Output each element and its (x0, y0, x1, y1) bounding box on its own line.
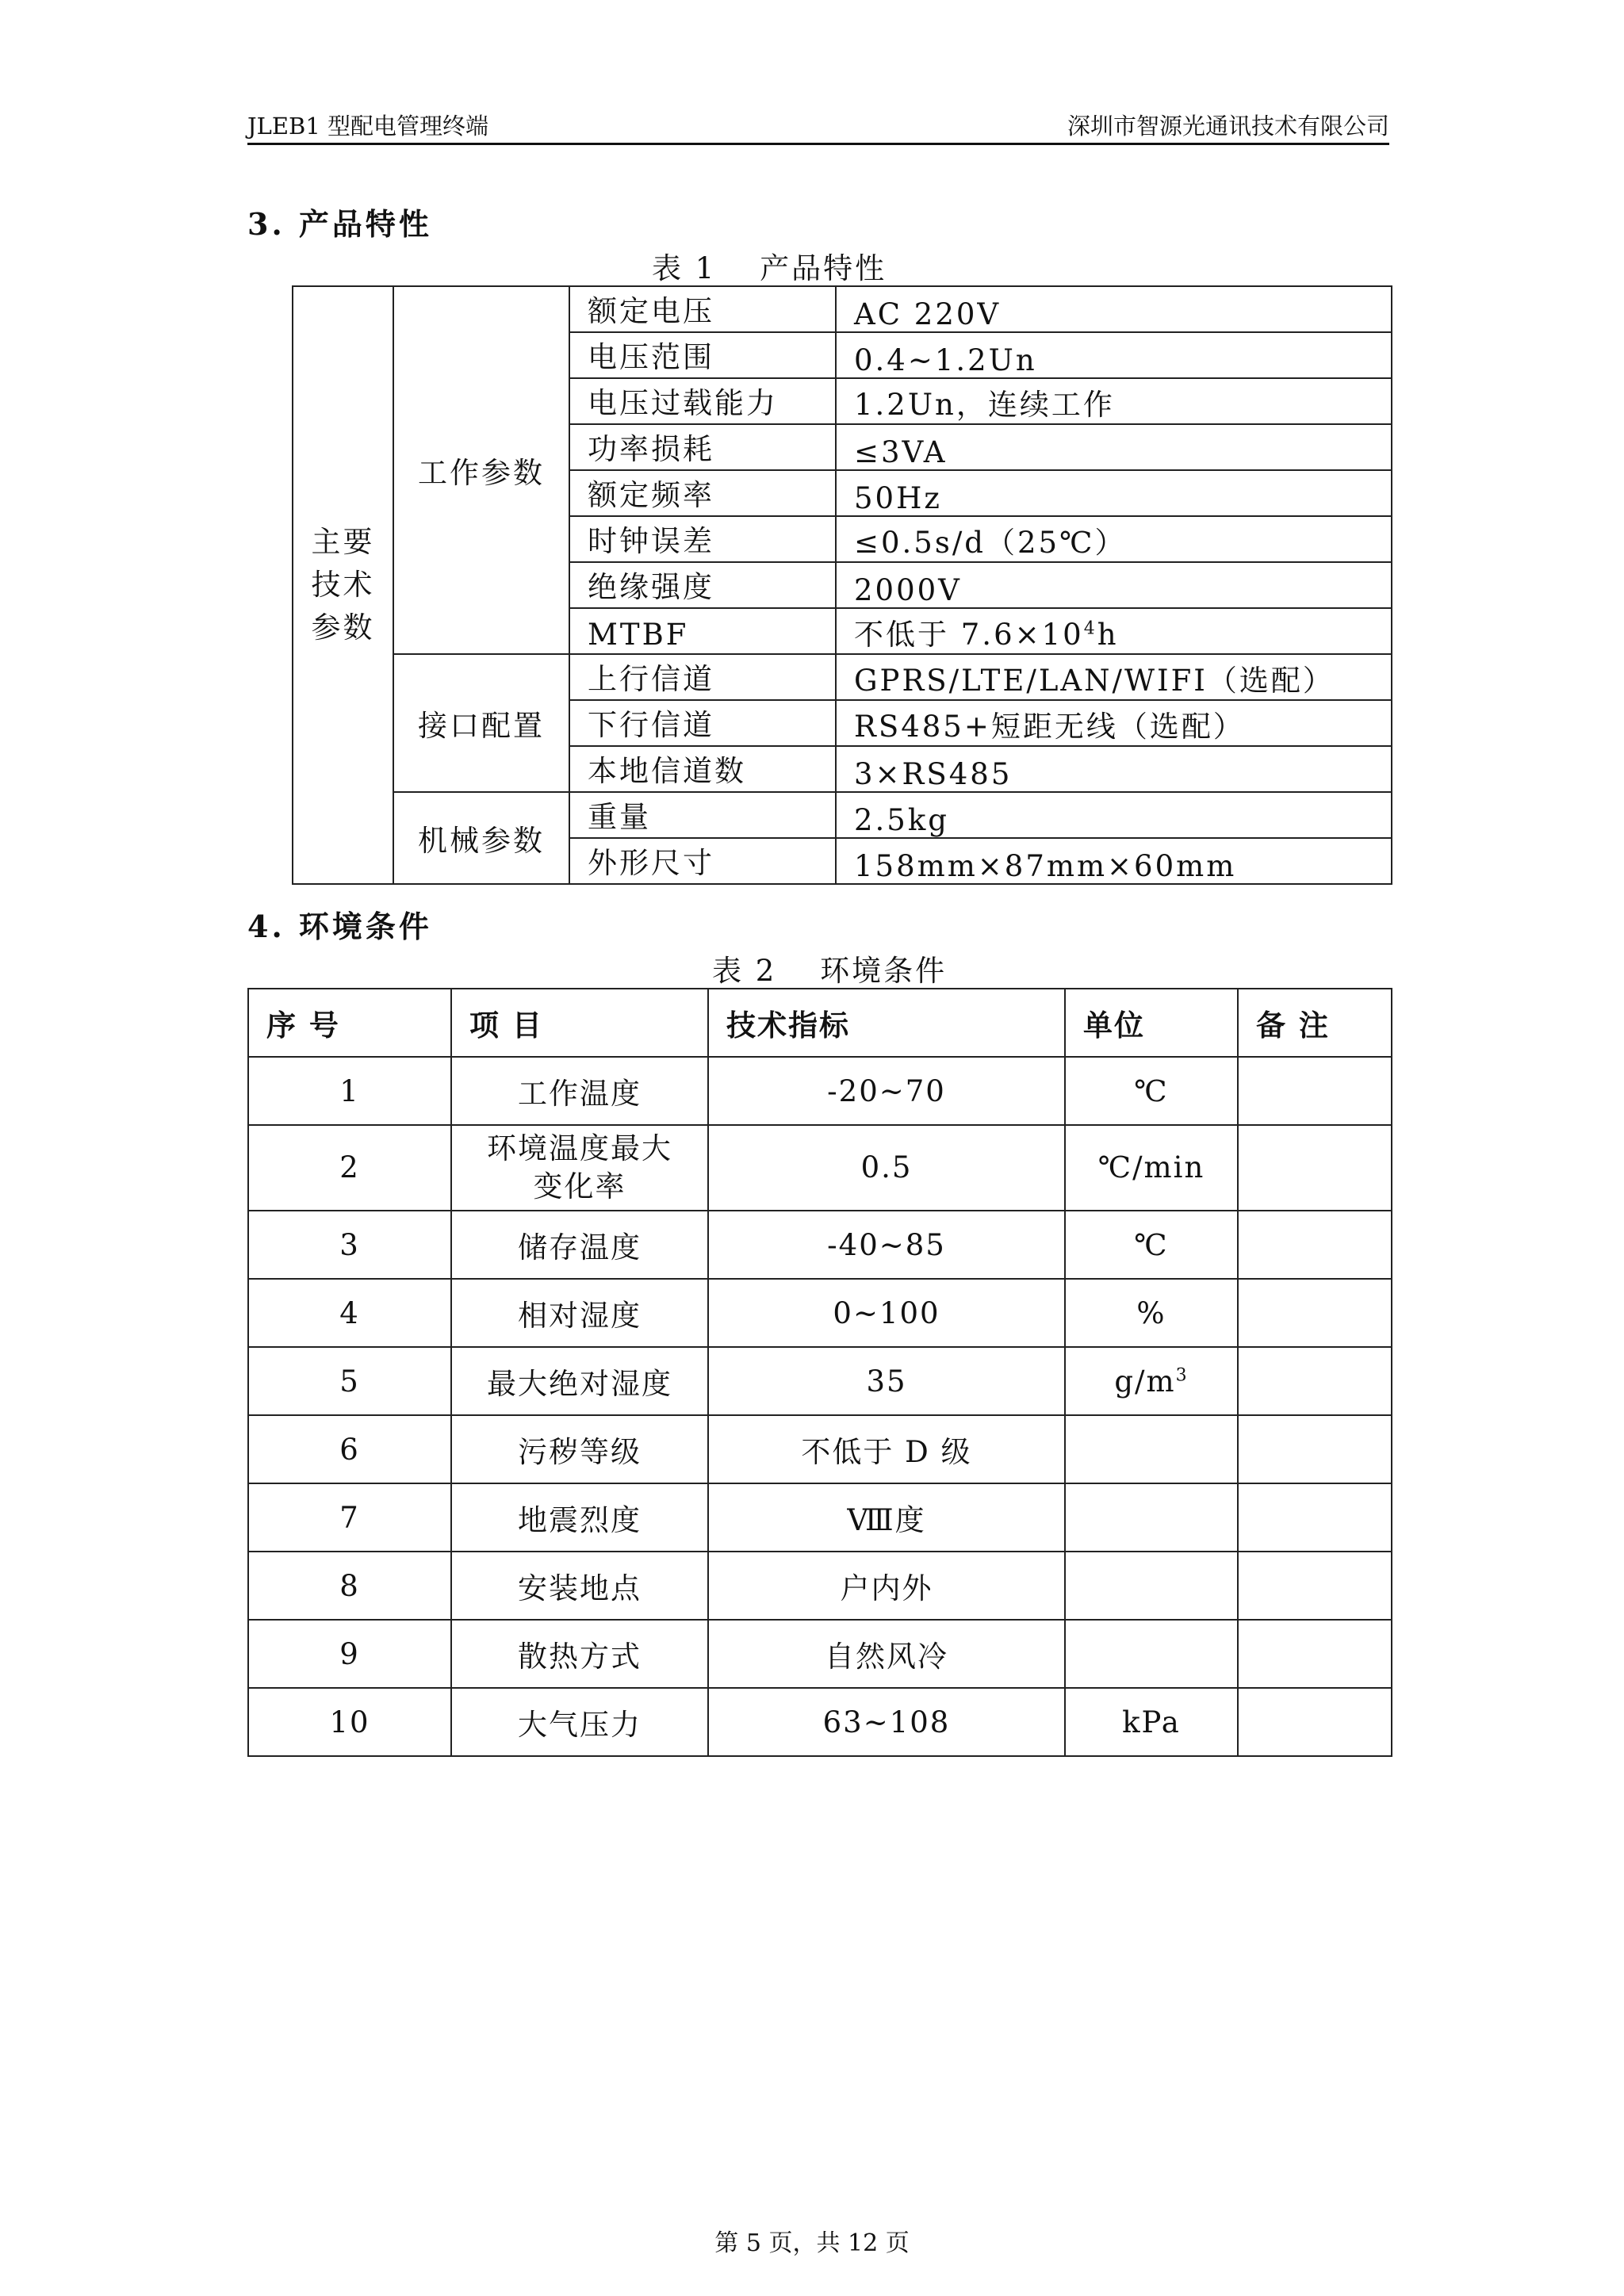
cell-spec: 0~100 (708, 1279, 1065, 1347)
mtbf-value-exponent: 4 (1083, 618, 1097, 639)
cell-item: 储存温度 (451, 1211, 708, 1279)
param-value: 2.5kg (836, 792, 1392, 838)
table-row (293, 286, 1392, 332)
param-name: 下行信道 (569, 700, 836, 746)
cell-item-line: 变化率 (533, 1169, 626, 1203)
column-header-no: 序 号 (248, 989, 451, 1057)
cell-spec: 不低于 D 级 (708, 1415, 1065, 1483)
param-name: 时钟误差 (569, 516, 836, 562)
cell-no: 7 (248, 1483, 451, 1552)
cell-no: 9 (248, 1620, 451, 1688)
cell-no: 10 (248, 1688, 451, 1756)
cell-spec: 35 (708, 1347, 1065, 1415)
column-header-item: 项 目 (451, 989, 708, 1057)
table-row (248, 1279, 1392, 1347)
header-document-title: JLEB1 型配电管理终端 (247, 113, 489, 140)
table-row (293, 792, 1392, 838)
main-tech-params-cell (293, 286, 393, 884)
cell-unit (1065, 1552, 1238, 1620)
main-label-line: 参数 (311, 610, 375, 645)
param-name: 额定频率 (569, 470, 836, 516)
param-value: GPRS/LTE/LAN/WIFI（选配） (836, 654, 1392, 700)
param-value: ≤3VA (836, 424, 1392, 470)
table-row (293, 654, 1392, 700)
cell-unit: ℃ (1065, 1211, 1238, 1279)
param-name: 电压范围 (569, 332, 836, 378)
cell-spec: Ⅷ度 (708, 1483, 1065, 1552)
param-name: 重量 (569, 792, 836, 838)
cell-item: 最大绝对湿度 (451, 1347, 708, 1415)
param-name: 外形尺寸 (569, 838, 836, 884)
cell-spec: -40~85 (708, 1211, 1065, 1279)
cell-no: 8 (248, 1552, 451, 1620)
group-interface-config: 接口配置 (393, 654, 569, 792)
cell-item: 散热方式 (451, 1620, 708, 1688)
cell-unit: % (1065, 1279, 1238, 1347)
cell-note (1238, 1125, 1392, 1211)
table-row (248, 1415, 1392, 1483)
cell-item: 相对湿度 (451, 1279, 708, 1347)
cell-note (1238, 1057, 1392, 1125)
param-value: 1.2Un，连续工作 (836, 378, 1392, 424)
cell-spec: 63~108 (708, 1688, 1065, 1756)
cell-item: 大气压力 (451, 1688, 708, 1756)
cell-no: 4 (248, 1279, 451, 1347)
cell-unit: kPa (1065, 1688, 1238, 1756)
column-header-unit: 单位 (1065, 989, 1238, 1057)
main-label-line: 主要 (311, 525, 375, 559)
table-row (248, 1483, 1392, 1552)
cell-item (451, 1125, 708, 1211)
table-row (248, 1057, 1392, 1125)
page-footer: 第 5 页，共 12 页 (714, 2229, 910, 2257)
table-row (248, 1552, 1392, 1620)
cell-no: 6 (248, 1415, 451, 1483)
cell-spec: 0.5 (708, 1125, 1065, 1211)
cell-unit (1065, 1415, 1238, 1483)
param-value: AC 220V (836, 286, 1392, 332)
section-title-product-features: 3. 产品特性 (247, 206, 432, 242)
cell-note (1238, 1279, 1392, 1347)
table-header-row (248, 989, 1392, 1057)
group-working-params: 工作参数 (393, 286, 569, 654)
cell-no: 1 (248, 1057, 451, 1125)
cell-note (1238, 1415, 1392, 1483)
param-name: 额定电压 (569, 286, 836, 332)
param-name: 功率损耗 (569, 424, 836, 470)
cell-spec: -20~70 (708, 1057, 1065, 1125)
cell-note (1238, 1552, 1392, 1620)
product-features-table (292, 285, 1392, 885)
param-value: 0.4~1.2Un (836, 332, 1392, 378)
table2-caption: 表 2 环境条件 (712, 954, 948, 988)
unit-base: g/m (1114, 1364, 1176, 1399)
mtbf-value-prefix: 不低于 7.6×10 (854, 618, 1084, 652)
param-name: MTBF (569, 608, 836, 654)
table-row (248, 1620, 1392, 1688)
cell-note (1238, 1347, 1392, 1415)
cell-unit (1065, 1347, 1238, 1415)
column-header-note: 备 注 (1238, 989, 1392, 1057)
cell-unit (1065, 1620, 1238, 1688)
param-value: RS485+短距无线（选配） (836, 700, 1392, 746)
cell-note (1238, 1688, 1392, 1756)
cell-note (1238, 1620, 1392, 1688)
header-company-name: 深圳市智源光通讯技术有限公司 (1067, 113, 1389, 140)
cell-no: 2 (248, 1125, 451, 1211)
section-title-environment: 4. 环境条件 (247, 909, 432, 944)
cell-item: 污秽等级 (451, 1415, 708, 1483)
cell-item: 地震烈度 (451, 1483, 708, 1552)
cell-item: 安装地点 (451, 1552, 708, 1620)
cell-note (1238, 1211, 1392, 1279)
param-name: 绝缘强度 (569, 562, 836, 608)
unit-exponent: 3 (1175, 1365, 1189, 1386)
main-label-line: 技术 (311, 568, 375, 602)
cell-no: 5 (248, 1347, 451, 1415)
header-rule (247, 143, 1389, 145)
cell-item: 工作温度 (451, 1057, 708, 1125)
column-header-spec: 技术指标 (708, 989, 1065, 1057)
param-name: 电压过载能力 (569, 378, 836, 424)
table-row (248, 1347, 1392, 1415)
param-value: 3×RS485 (836, 746, 1392, 792)
table-row (248, 1211, 1392, 1279)
table1-caption: 表 1 产品特性 (652, 251, 887, 285)
param-name: 上行信道 (569, 654, 836, 700)
param-value: ≤0.5s/d（25℃） (836, 516, 1392, 562)
param-value (836, 608, 1392, 654)
cell-unit: ℃/min (1065, 1125, 1238, 1211)
param-name: 本地信道数 (569, 746, 836, 792)
cell-spec: 自然风冷 (708, 1620, 1065, 1688)
table-row (248, 1688, 1392, 1756)
environment-conditions-table (247, 988, 1392, 1757)
cell-item-line: 环境温度最大 (487, 1131, 672, 1165)
cell-no: 3 (248, 1211, 451, 1279)
cell-unit (1065, 1483, 1238, 1552)
cell-spec: 户内外 (708, 1552, 1065, 1620)
param-value: 2000V (836, 562, 1392, 608)
group-mechanical-params: 机械参数 (393, 792, 569, 884)
cell-note (1238, 1483, 1392, 1552)
param-value: 158mm×87mm×60mm (836, 838, 1392, 884)
param-value: 50Hz (836, 470, 1392, 516)
cell-unit: ℃ (1065, 1057, 1238, 1125)
table-row (248, 1125, 1392, 1211)
mtbf-value-suffix: h (1097, 618, 1119, 652)
